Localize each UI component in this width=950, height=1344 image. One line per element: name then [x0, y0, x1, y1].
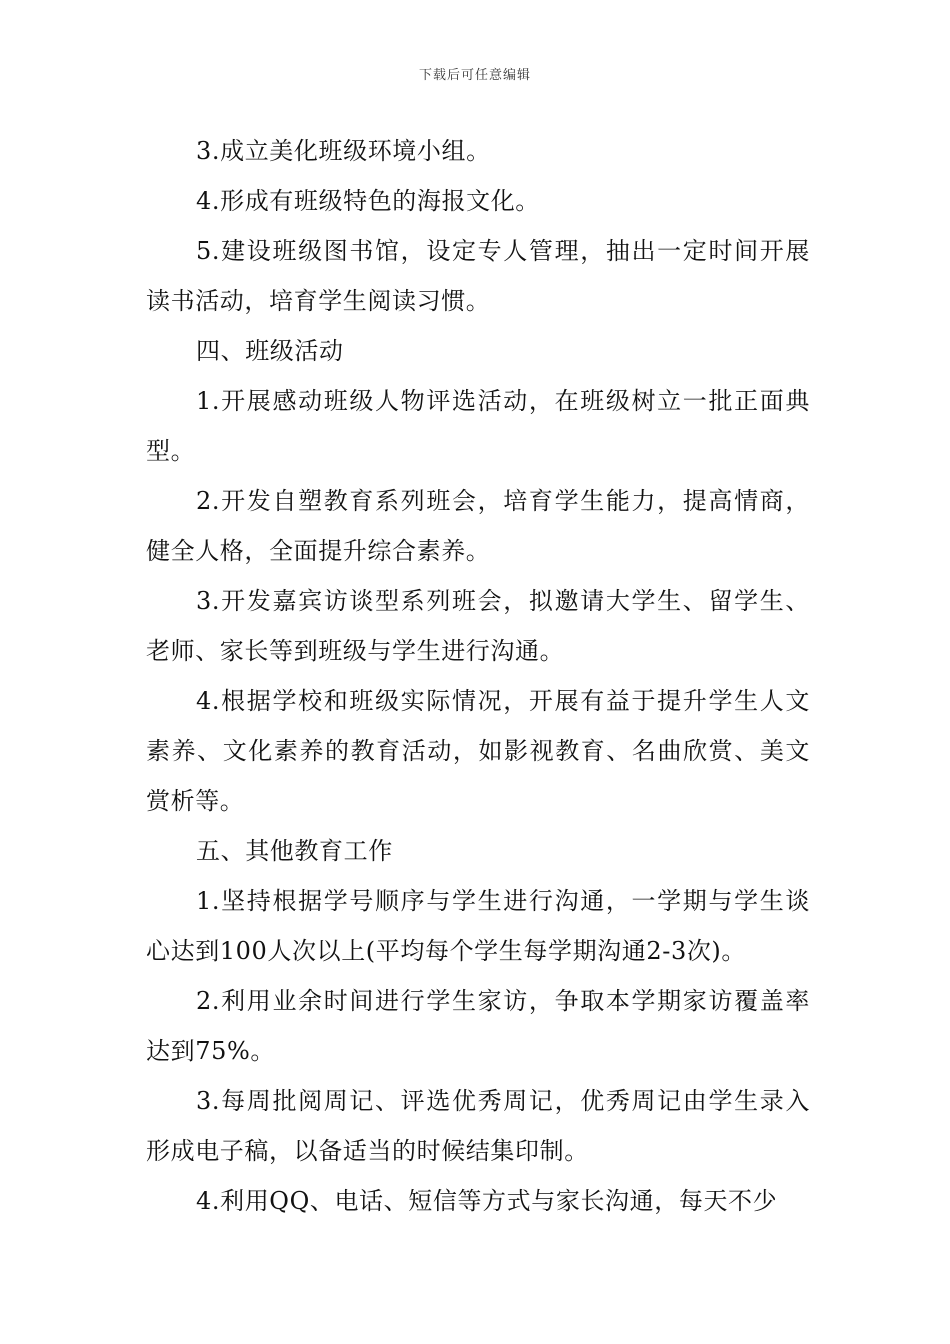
paragraph-item-3-guest-interviews: 3.开发嘉宾访谈型系列班会，拟邀请大学生、留学生、老师、家长等到班级与学生进行沟通。 [146, 587, 810, 665]
paragraph-item-2-self-education-meetings: 2.开发自塑教育系列班会，培育学生能力，提高情商，健全人格，全面提升综合素养。 [146, 487, 810, 565]
paragraph-item-4-poster-culture: 4.形成有班级特色的海报文化。 [196, 187, 540, 215]
section-heading-class-activities: 四、班级活动 [196, 337, 344, 365]
paragraph-item-4-humanities-activities: 4.根据学校和班级实际情况，开展有益于提升学生人文素养、文化素养的教育活动，如影视教育、名曲欣赏、美文赏析等。 [146, 687, 810, 815]
paragraph-item-4-parent-communication: 4.利用QQ、电话、短信等方式与家长沟通，每天不少 [196, 1187, 778, 1215]
document-body [146, 126, 810, 1226]
section-heading-other-education-work: 五、其他教育工作 [196, 837, 393, 865]
paragraph-item-3-weekly-journals: 3.每周批阅周记、评选优秀周记，优秀周记由学生录入形成电子稿，以备适当的时候结集印制。 [146, 1087, 810, 1165]
paragraph-item-5-class-library: 5.建设班级图书馆，设定专人管理，抽出一定时间开展读书活动，培育学生阅读习惯。 [146, 237, 810, 315]
page-header: 下载后可任意编辑 [418, 68, 531, 83]
paragraph-item-1-person-selection: 1.开展感动班级人物评选活动，在班级树立一批正面典型。 [146, 387, 810, 465]
paragraph-item-2-home-visits: 2.利用业余时间进行学生家访，争取本学期家访覆盖率达到75%。 [146, 987, 810, 1065]
paragraph-item-1-student-talks: 1.坚持根据学号顺序与学生进行沟通，一学期与学生谈心达到100人次以上(平均每个学生每学期沟通2-3次)。 [146, 887, 810, 965]
paragraph-item-3-environment-group: 3.成立美化班级环境小组。 [196, 137, 491, 165]
